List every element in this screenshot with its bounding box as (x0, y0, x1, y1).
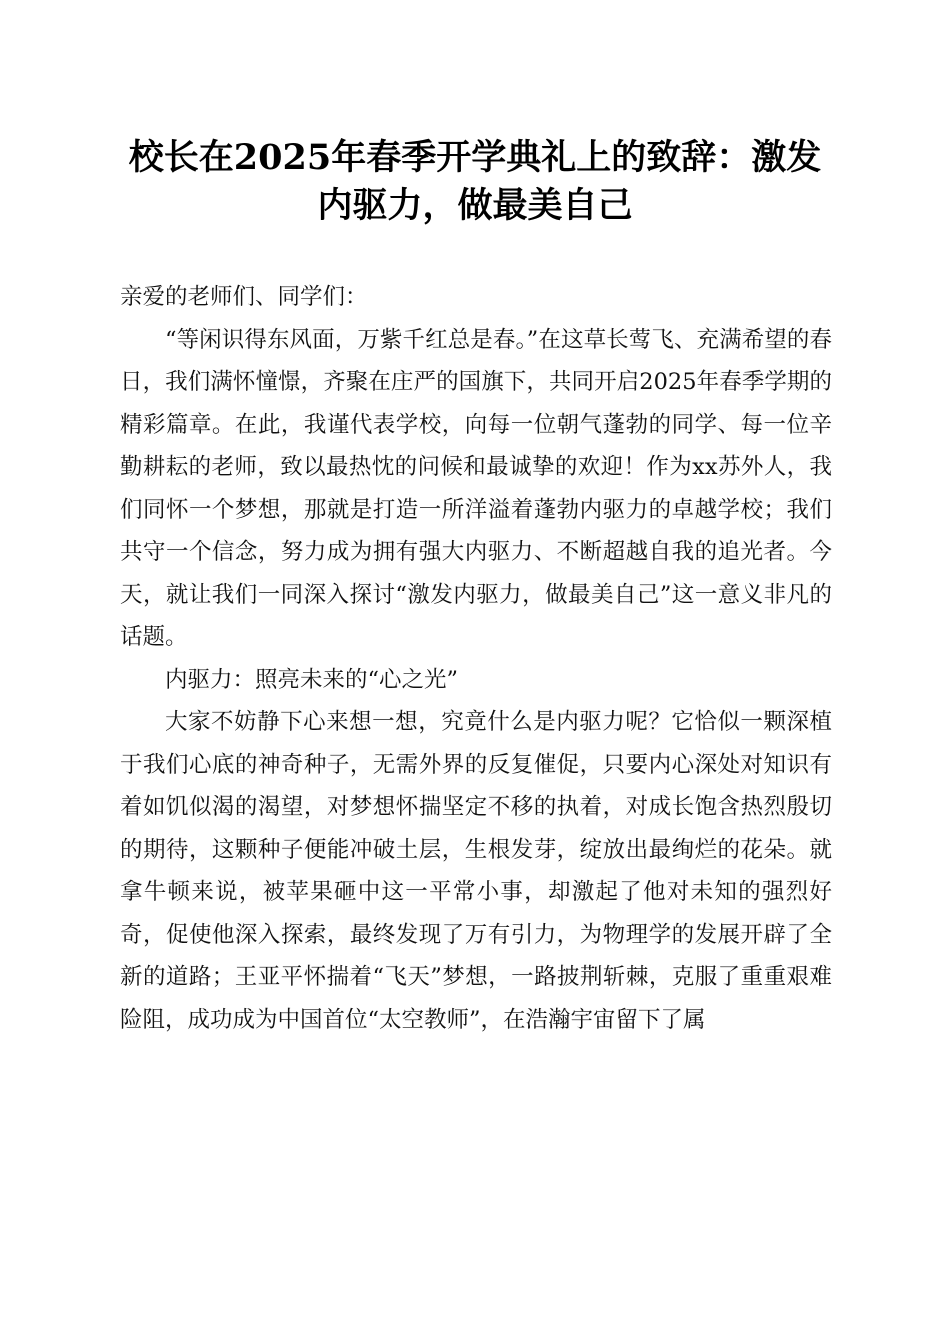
document-body (120, 276, 832, 1041)
title-line-1: 校长在2025年春季开学典礼上的致辞：激发 (128, 137, 822, 178)
section-heading: 内驱力：照亮未来的“心之光” (165, 666, 459, 693)
paragraph-body: 大家不妨静下心来想一想，究竟什么是内驱力呢？它恰似一颗深植于我们心底的神奇种子，无需外界的反复催促，只要内心深处对知识有着如饥似渴的渴望，对梦想怀揣坚定不移的执着，对成长饱含热烈殷切的期待，这颗种子便能冲破土层，生根发芽，绽放出最绚烂的花朵。就拿牛顿来说，被苹果砸中这一平常小事，却激起了他对未知的强烈好奇，促使他深入探索，最终发现了万有引力，为物理学的发展开辟了全新的道路；王亚平怀揣着“飞天”梦想，一路披荆斩棘，克服了重重艰难险阻，成功成为中国首位“太空教师”，在浩瀚宇宙留下了属 (120, 709, 832, 1033)
paragraph-intro: “等闲识得东风面，万紫千红总是春。”在这草长莺飞、充满希望的春日，我们满怀憧憬，齐聚在庄严的国旗下，共同开启2025年春季学期的精彩篇章。在此，我谨代表学校，向每一位朝气蓬勃的同学、每一位辛勤耕耘的老师，致以最热忱的问候和最诚挚的欢迎！作为xx苏外人，我们同怀一个梦想，那就是打造一所洋溢着蓬勃内驱力的卓越学校；我们共守一个信念，努力成为拥有强大内驱力、不断超越自我的追光者。今天，就让我们一同深入探讨“激发内驱力，做最美自己”这一意义非凡的话题。 (120, 326, 832, 650)
title-line-2: 内驱力，做最美自己 (317, 185, 633, 226)
document-title (100, 134, 850, 230)
salutation: 亲爱的老师们、同学们： (120, 284, 368, 310)
